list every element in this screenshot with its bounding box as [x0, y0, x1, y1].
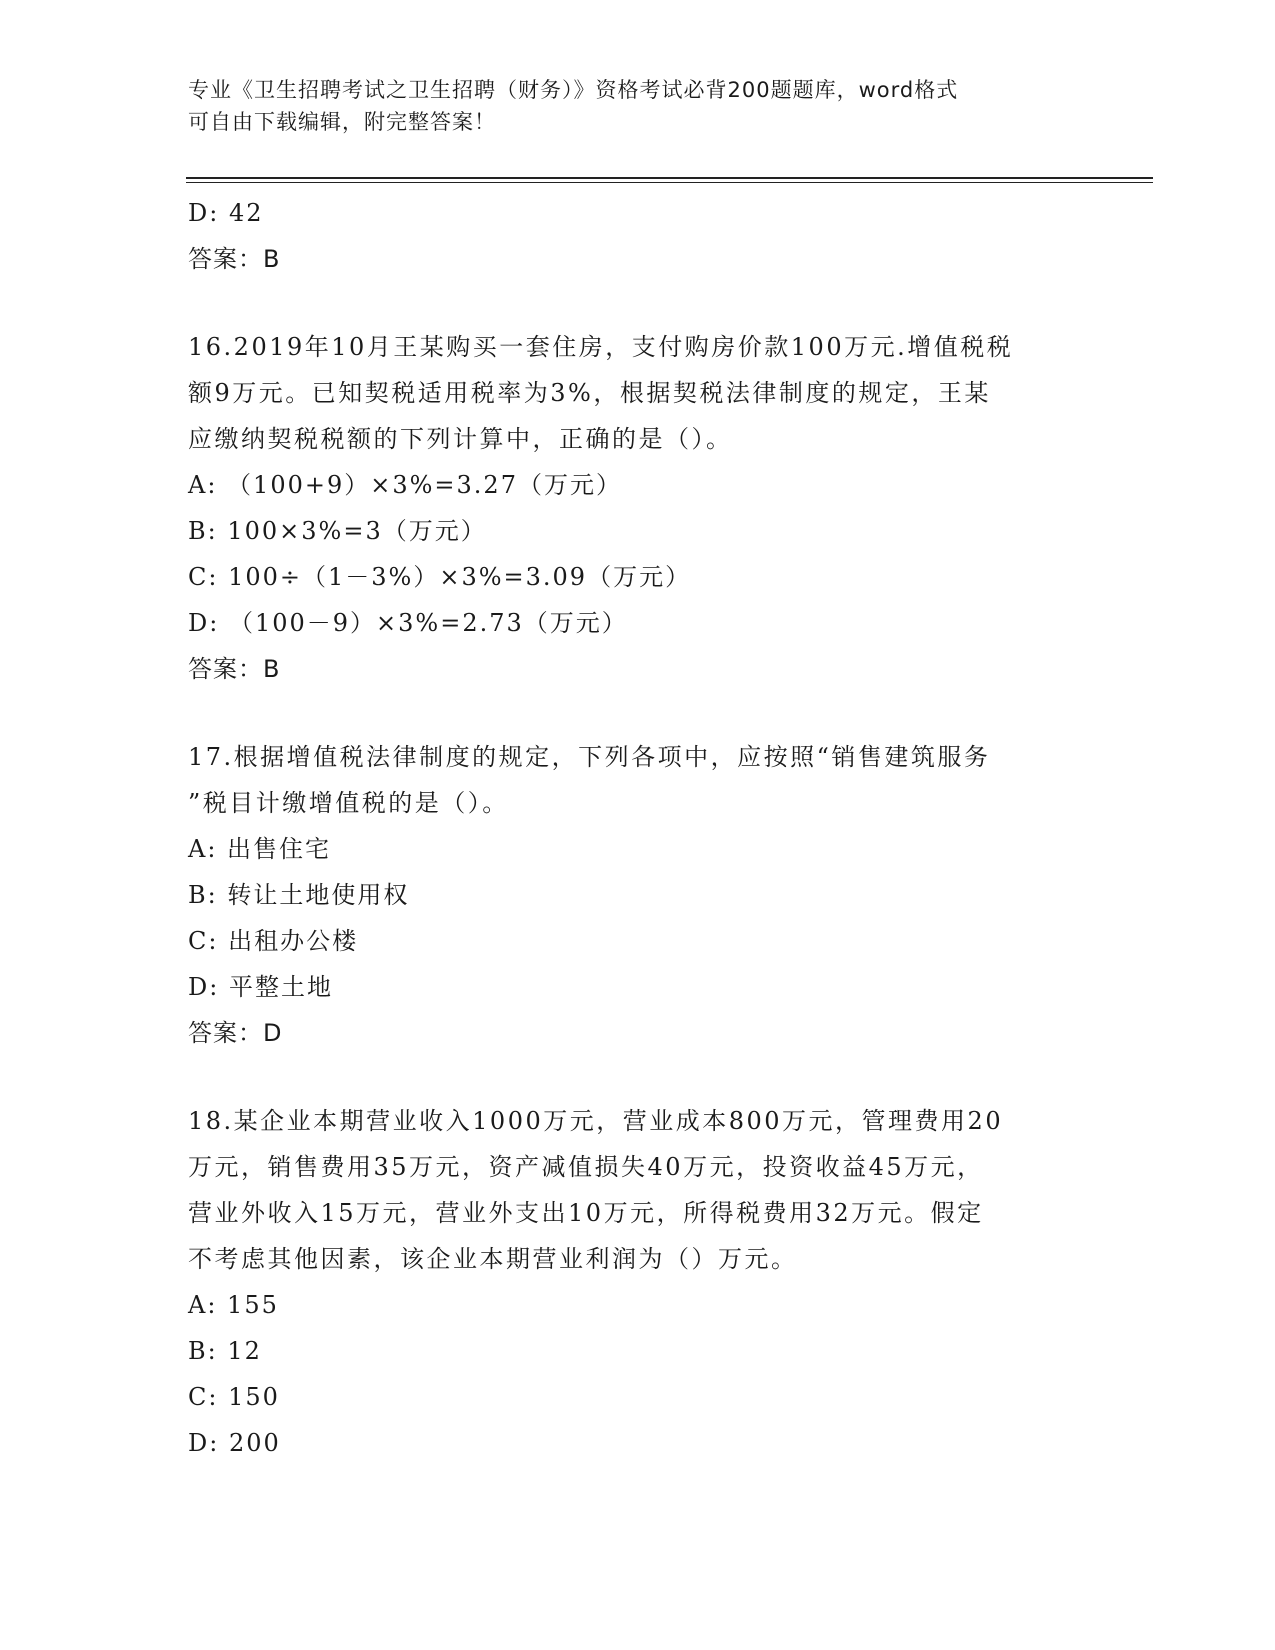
- question-stem-line: 17.根据增值税法律制度的规定，下列各项中，应按照“销售建筑服务: [188, 743, 991, 771]
- option-b: B: 100×3%=3（万元）: [188, 517, 487, 545]
- question-stem-line: 18.某企业本期营业收入1000万元，营业成本800万元，管理费用20: [188, 1107, 1004, 1135]
- option-a: A: 出售住宅: [188, 835, 332, 863]
- option-c: C: 出租办公楼: [188, 927, 359, 955]
- document-header: [188, 74, 1068, 138]
- answer-line: 答案：D: [188, 1019, 283, 1047]
- question-16: [188, 324, 1088, 692]
- option-d: D: （100－9）×3%=2.73（万元）: [188, 609, 628, 637]
- question-stem-line: 不考虑其他因素，该企业本期营业利润为（）万元。: [188, 1245, 798, 1273]
- question-stem-line: 16.2019年10月王某购买一套住房，支付购房价款100万元.增值税税: [188, 333, 1014, 361]
- answer-line: 答案：B: [188, 655, 281, 683]
- question-stem-line: 额9万元。已知契税适用税率为3%，根据契税法律制度的规定，王某: [188, 379, 991, 407]
- question-stem-line: ”税目计缴增值税的是（）。: [188, 789, 509, 817]
- header-rule-thick: [186, 177, 1153, 179]
- answer-line: 答案：B: [188, 245, 281, 273]
- option-b: B: 12: [188, 1337, 262, 1365]
- option-d: D: 平整土地: [188, 973, 333, 1001]
- option-a: A: 155: [188, 1291, 279, 1319]
- option-c: C: 150: [188, 1383, 280, 1411]
- question-17: [188, 734, 1088, 1056]
- question-18: [188, 1098, 1088, 1466]
- option-c: C: 100÷（1－3%）×3%=3.09（万元）: [188, 563, 692, 591]
- header-rule-thin: [186, 182, 1153, 183]
- option-d: D: 42: [188, 199, 264, 227]
- question-stem-line: 万元，销售费用35万元，资产减值损失40万元，投资收益45万元，: [188, 1153, 984, 1181]
- header-line-2: 可自由下载编辑，附完整答案！: [188, 110, 496, 134]
- question-stem-line: 营业外收入15万元，营业外支出10万元，所得税费用32万元。假定: [188, 1199, 984, 1227]
- header-line-1: 专业《卫生招聘考试之卫生招聘（财务）》资格考试必背200题题库，word格式: [188, 78, 959, 102]
- option-a: A: （100+9）×3%=3.27（万元）: [188, 471, 622, 499]
- option-d: D: 200: [188, 1429, 281, 1457]
- question-stem-line: 应缴纳契税税额的下列计算中，正确的是（）。: [188, 425, 733, 453]
- option-b: B: 转让土地使用权: [188, 881, 410, 909]
- document-body: [188, 190, 1088, 1466]
- previous-question-tail: [188, 190, 1088, 282]
